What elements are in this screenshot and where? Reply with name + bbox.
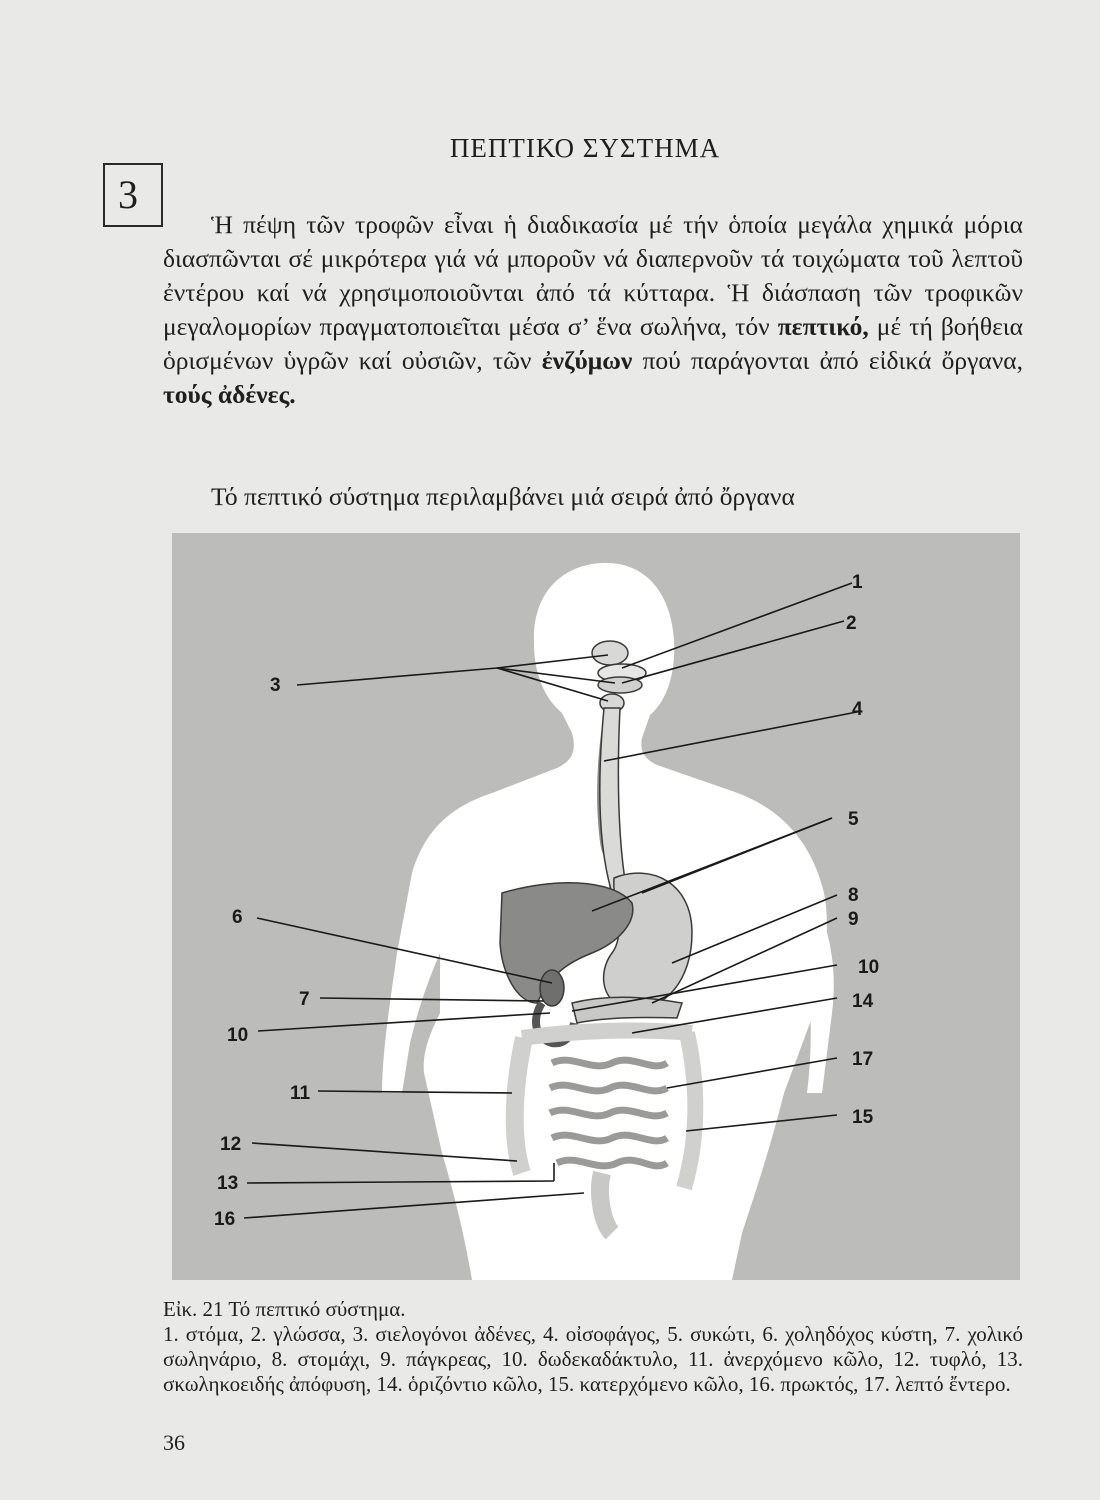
digestive-diagram [172, 533, 1020, 1280]
label-4: 4 [852, 699, 863, 720]
label-12: 12 [220, 1134, 242, 1155]
label-5: 5 [848, 809, 859, 830]
ascending-colon [515, 1038, 524, 1173]
chapter-number: 3 [118, 172, 138, 217]
caption-title: Εἰκ. 21 Τό πεπτικό σύστημα. [163, 1297, 406, 1321]
term-peptiko: πεπτικό, [777, 312, 869, 341]
label-13: 13 [217, 1173, 239, 1194]
label-15: 15 [852, 1107, 874, 1128]
chapter-number-box [103, 163, 163, 227]
digestive-system-figure [172, 533, 1020, 1280]
label-1: 1 [852, 572, 863, 593]
label-16: 16 [214, 1209, 236, 1230]
label-17: 17 [852, 1049, 874, 1070]
caption-legend: 1. στόμα, 2. γλώσσα, 3. σιελογόνοι ἀδένες, 4. οἰσοφάγος, 5. συκώτι, 6. χοληδόχος κύστη, 7. χολικό σωληνάριο, 8. στομάχι, 9. πάγκρεας, 10. δωδεκαδάκτυλο, 11. ἀνερχόμενο κῶλο, 12. τυφλό, 13. σκωληκοειδής ἀπόφυση, 14. ὁριζόντιο κῶλο, 15. κατερχόμενο κῶλο, 16. πρωκτός, 17. λεπτό ἔντερο. [163, 1322, 1023, 1396]
term-glands: τούς ἀδένες. [163, 380, 296, 409]
label-14: 14 [852, 991, 874, 1012]
label-10-left: 10 [227, 1025, 249, 1046]
intro-text-c: πού παράγονται ἀπό εἰδικά ὄργανα, [642, 346, 1024, 375]
figure-caption [163, 1297, 1023, 1397]
label-6: 6 [232, 907, 243, 928]
label-7: 7 [299, 989, 310, 1010]
page-number: 36 [163, 1430, 185, 1455]
label-11: 11 [290, 1083, 311, 1104]
second-paragraph [163, 480, 1023, 514]
intro-paragraph [163, 208, 1023, 412]
second-paragraph-text: Τό πεπτικό σύστημα περιλαμβάνει μιά σειρά ἀπό ὄργανα [211, 482, 795, 511]
intro-text-b: μέ τή βοήθεια ὁρισμένων ὑγρῶν καί οὐσιῶν, τῶν [163, 312, 1024, 375]
intro-text-a: Ἡ πέψη τῶν τροφῶν εἶναι ἡ διαδικασία μέ τήν ὁποία μεγάλα χημικά μόρια διασπῶνται σέ μικρότερα γιά νά μποροῦν νά διαπερνοῦν τά τοιχώματα τοῦ λεπτοῦ ἐντέρου καί νά χρησιμοποιοῦνται ἀπό τά κύτταρα. Ἡ διάσπαση τῶν τροφικῶν μεγαλομορίων πραγματοποιεῖται μέσα σ’ ἕνα σωλήνα, τόν [163, 210, 1023, 341]
label-10-right: 10 [858, 957, 880, 978]
page-title: ΠΕΠΤΙΚΟ ΣΥΣΤΗΜΑ [449, 133, 721, 163]
label-2: 2 [846, 613, 857, 634]
term-enzymes: ἐνζύμων [541, 346, 633, 375]
label-9: 9 [848, 909, 859, 930]
transverse-colon [522, 1031, 692, 1038]
label-3: 3 [270, 675, 281, 696]
salivary-gland-upper [592, 641, 628, 665]
label-8: 8 [848, 885, 859, 906]
